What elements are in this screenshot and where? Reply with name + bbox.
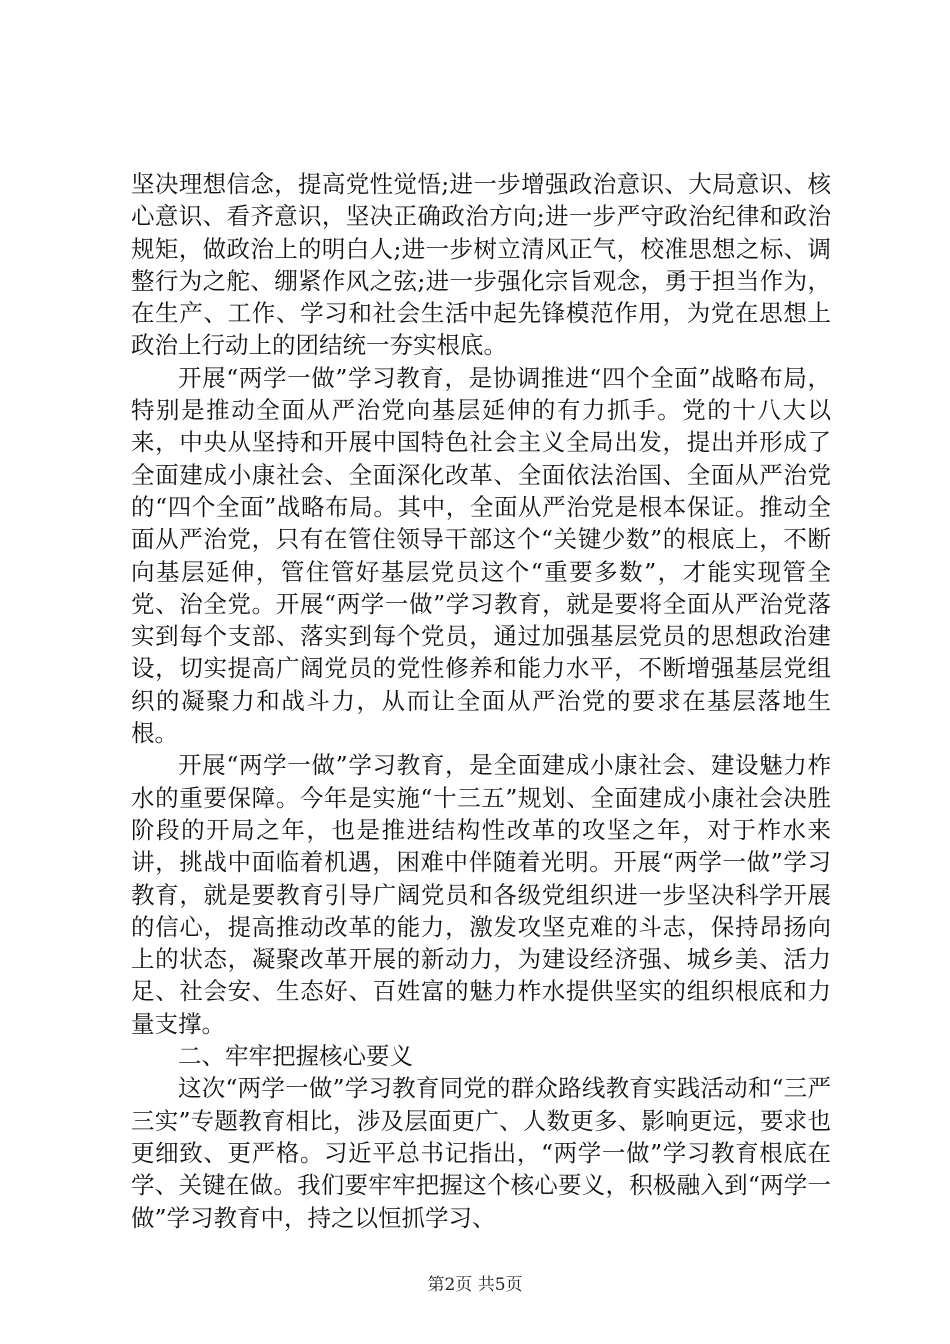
- paragraph-four-comprehensives: 开展“两学一做”学习教育，是协调推进“四个全面”战略布局，特别是推动全面从严治党向基层延伸的有力抓手。党的十八大以来，中央从坚持和开展中国特色社会主义全局出发，提出并形成了全面建成小康社会、全面深化改革、全面依法治国、全面从严治党的“四个全面”战略布局。其中，全面从严治党是根本保证。推动全面从严治党，只有在管住领导干部这个“关键少数”的根底上，不断向基层延伸，管住管好基层党员这个“重要多数”，才能实现管全党、治全党。开展“两学一做”学习教育，就是要将全面从严治党落实到每个支部、落实到每个党员，通过加强基层党员的思想政治建设，切实提高广阔党员的党性修养和能力水平，不断增强基层党组织的凝聚力和战斗力，从而让全面从严治党的要求在基层落地生根。: [131, 363, 831, 748]
- page-footer: 第2页 共5页: [427, 1275, 523, 1295]
- paragraph-core-essence: 这次“两学一做”学习教育同党的群众路线教育实践活动和“三严三实”专题教育相比，涉及层面更广、人数更多、影响更远，要求也更细致、更严格。习近平总书记指出，“两学一做”学习教育根底在学、关键在做。我们要牢牢把握这个核心要义，积极融入到“两学一做”学习教育中，持之以恒抓学习、: [131, 1074, 831, 1232]
- paragraph-continuation: 坚决理想信念，提高党性觉悟;进一步增强政治意识、大局意识、核心意识、看齐意识，坚决正确政治方向;进一步严守政治纪律和政治规矩，做政治上的明白人;进一步树立清风正气，校准思想之标、调整行为之舵、绷紧作风之弦;进一步强化宗旨观念，勇于担当作为，在生产、工作、学习和社会生活中起先锋模范作用，为党在思想上政治上行动上的团结统一夯实根底。: [131, 170, 831, 360]
- paragraph-moderately-prosperous: 开展“两学一做”学习教育，是全面建成小康社会、建设魅力柞水的重要保障。今年是实施“十三五”规划、全面建成小康社会决胜阶段的开局之年，也是推进结构性改革的攻坚之年，对于柞水来讲，挑战中面临着机遇，困难中伴随着光明。开展“两学一做”学习教育，就是要教育引导广阔党员和各级党组织进一步坚决科学开展的信心，提高推动改革的能力，激发攻坚克难的斗志，保持昂扬向上的状态，凝聚改革开展的新动力，为建设经济强、城乡美、活力足、社会安、生态好、百姓富的魅力柞水提供坚实的组织根底和力量支撑。: [131, 751, 831, 1038]
- document-body: [131, 168, 831, 1234]
- section-heading: 二、牢牢把握核心要义: [178, 1042, 413, 1071]
